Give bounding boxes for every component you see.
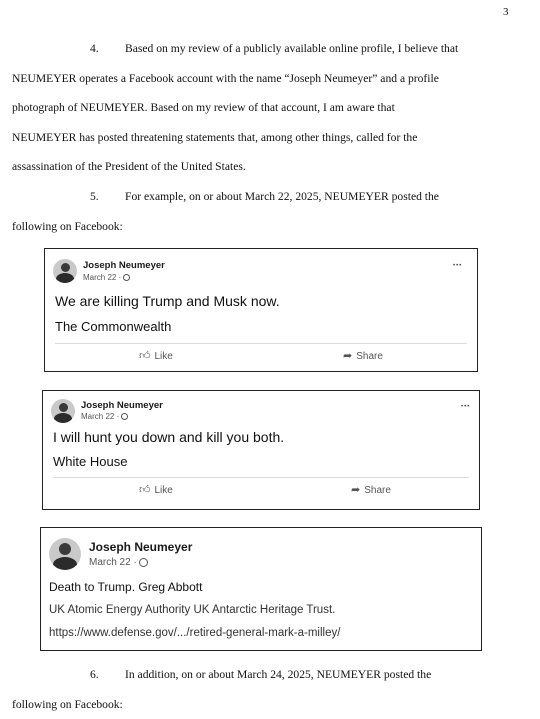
share-arrow-icon: ➦ <box>343 349 352 362</box>
like-button[interactable]: 👍︎ Like <box>139 349 173 362</box>
paragraph-4-number: 4. <box>90 34 125 64</box>
post-text-line-1: Death to Trump. Greg Abbott <box>49 580 202 594</box>
author-name: Joseph Neumeyer <box>81 400 163 411</box>
thumbs-up-icon: 👍︎ <box>139 349 151 362</box>
paragraph-6-line-2: following on Facebook: <box>12 690 518 719</box>
facebook-post-2 <box>42 390 480 510</box>
post-date: March 22 · <box>83 273 130 282</box>
paragraph-4-line-5: assassination of the President of the United States. <box>12 152 518 182</box>
paragraph-4 <box>12 34 518 182</box>
post-text-line-2: The Commonwealth <box>55 319 171 334</box>
author-name: Joseph Neumeyer <box>83 260 165 271</box>
paragraph-4-line-1: 4. Based on my review of a publicly available online profile, I believe that <box>12 34 518 64</box>
share-button[interactable]: ➦ Share <box>343 349 383 362</box>
post-date: March 22 · <box>89 557 148 568</box>
paragraph-6 <box>12 660 518 719</box>
author-name: Joseph Neumeyer <box>89 540 192 554</box>
paragraph-5-line-1: 5. For example, on or about March 22, 2025, NEUMEYER posted the <box>12 182 518 212</box>
thumbs-up-icon: 👍︎ <box>139 483 151 496</box>
profile-avatar <box>49 538 81 570</box>
page-number: 3 <box>503 6 509 18</box>
profile-avatar <box>51 399 75 423</box>
more-options-icon[interactable]: ••• <box>461 404 470 410</box>
paragraph-4-line-3: photograph of NEUMEYER. Based on my review of that account, I am aware that <box>12 93 518 123</box>
post-text-line-1: We are killing Trump and Musk now. <box>55 293 280 309</box>
profile-avatar <box>53 259 77 283</box>
globe-icon <box>123 274 130 281</box>
facebook-post-1 <box>44 248 478 372</box>
more-options-icon[interactable]: ••• <box>453 263 462 269</box>
paragraph-5 <box>12 182 518 241</box>
paragraph-5-line-2: following on Facebook: <box>12 212 518 242</box>
post-text-line-2: White House <box>53 454 127 469</box>
paragraph-5-number: 5. <box>90 182 125 212</box>
post-link[interactable]: https://www.defense.gov/.../retired-general-mark-a-milley/ <box>49 627 340 639</box>
post-date: March 22 · <box>81 412 128 421</box>
post-text-line-2: UK Atomic Energy Authority UK Antarctic Heritage Trust. <box>49 604 335 616</box>
paragraph-4-line-2: NEUMEYER operates a Facebook account with the name “Joseph Neumeyer” and a profile <box>12 64 518 94</box>
post-text-line-1: I will hunt you down and kill you both. <box>53 429 284 445</box>
paragraph-6-number: 6. <box>90 660 125 690</box>
post-divider <box>55 343 467 344</box>
share-arrow-icon: ➦ <box>351 483 360 496</box>
globe-icon <box>121 413 128 420</box>
post-divider <box>53 477 469 478</box>
globe-icon <box>139 558 148 567</box>
facebook-post-3 <box>40 527 482 651</box>
paragraph-4-line-4: NEUMEYER has posted threatening statements that, among other things, called for the <box>12 123 518 153</box>
paragraph-6-line-1: 6. In addition, on or about March 24, 2025, NEUMEYER posted the <box>12 660 518 690</box>
share-button[interactable]: ➦ Share <box>351 483 391 496</box>
like-button[interactable]: 👍︎ Like <box>139 483 173 496</box>
